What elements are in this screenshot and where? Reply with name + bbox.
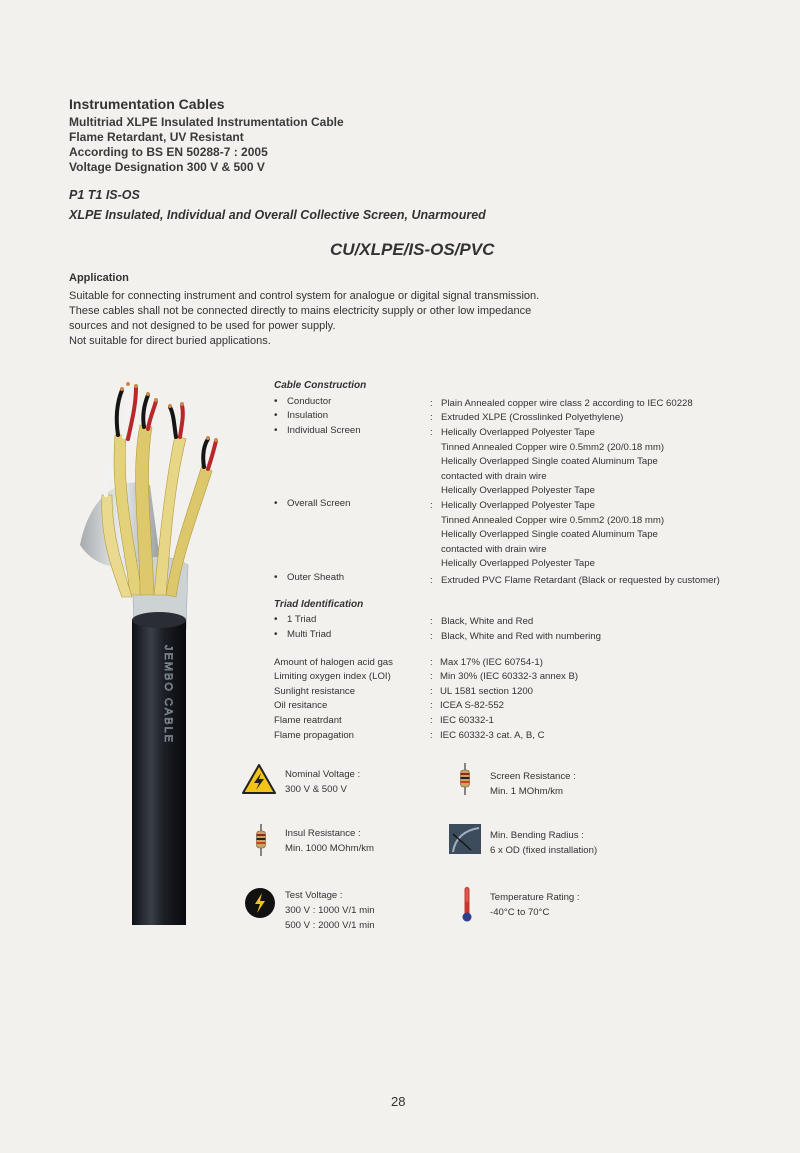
temperature-label: Temperature Rating : bbox=[490, 892, 580, 903]
insulation-value: Extruded XLPE (Crosslinked Polyethylene) bbox=[441, 412, 624, 423]
conductor-label: • Conductor bbox=[274, 396, 331, 407]
bending-radius-label: Min. Bending Radius : bbox=[490, 830, 584, 841]
test-voltage-label: Test Voltage : bbox=[285, 890, 343, 901]
subtitle-line-1: Multitriad XLPE Insulated Instrumentation Cable bbox=[69, 115, 344, 129]
overall-screen-value-3: Helically Overlapped Single coated Aluminum Tape bbox=[441, 529, 658, 540]
screen-resistance-label: Screen Resistance : bbox=[490, 771, 576, 782]
bending-radius-icon bbox=[449, 824, 481, 854]
multi-triad-label: • Multi Triad bbox=[274, 629, 331, 640]
page-number: 28 bbox=[391, 1094, 406, 1109]
multi-triad-value: Black, White and Red with numbering bbox=[441, 631, 601, 642]
overall-screen-value-1: Helically Overlapped Polyester Tape bbox=[441, 500, 595, 511]
colon: : bbox=[430, 671, 433, 682]
thermometer-icon bbox=[461, 886, 473, 922]
triad-heading: Triad Identification bbox=[274, 599, 364, 610]
property-label: Flame propagation bbox=[274, 730, 354, 741]
property-value: Max 17% (IEC 60754-1) bbox=[440, 657, 543, 668]
single-triad-value: Black, White and Red bbox=[441, 616, 534, 627]
test-voltage-icon bbox=[244, 887, 276, 919]
property-value: Min 30% (IEC 60332-3 annex B) bbox=[440, 671, 579, 682]
test-voltage-value-1: 300 V : 1000 V/1 min bbox=[285, 905, 375, 916]
overall-screen-value-5: Helically Overlapped Polyester Tape bbox=[441, 558, 595, 569]
cable-print-text: JEMBO CABLE bbox=[162, 645, 174, 745]
colon: : bbox=[430, 631, 433, 642]
colon: : bbox=[430, 427, 433, 438]
subtitle-line-2: Flame Retardant, UV Resistant bbox=[69, 130, 244, 144]
individual-screen-value-1: Helically Overlapped Polyester Tape bbox=[441, 427, 595, 438]
property-label: Amount of halogen acid gas bbox=[274, 657, 393, 668]
single-triad-label: • 1 Triad bbox=[274, 614, 316, 625]
property-value: ICEA S-82-552 bbox=[440, 700, 504, 711]
application-line-4: Not suitable for direct buried applications. bbox=[69, 335, 271, 347]
conductor-value: Plain Annealed copper wire class 2 according to IEC 60228 bbox=[441, 398, 693, 409]
property-label: Flame reatrdant bbox=[274, 715, 342, 726]
individual-screen-label: • Individual Screen bbox=[274, 425, 361, 436]
test-voltage-value-2: 500 V : 2000 V/1 min bbox=[285, 920, 375, 931]
colon: : bbox=[430, 657, 433, 668]
construction-heading: Cable Construction bbox=[274, 380, 367, 391]
subtitle-line-3: According to BS EN 50288-7 : 2005 bbox=[69, 145, 268, 159]
bending-radius-value: 6 x OD (fixed installation) bbox=[490, 845, 598, 856]
application-heading: Application bbox=[69, 272, 129, 284]
subtitle-line-4: Voltage Designation 300 V & 500 V bbox=[69, 160, 265, 174]
colon: : bbox=[430, 686, 433, 697]
insul-resistance-label: Insul Resistance : bbox=[285, 828, 361, 839]
overall-screen-label: • Overall Screen bbox=[274, 498, 350, 509]
temperature-value: -40°C to 70°C bbox=[490, 907, 550, 918]
property-label: Sunlight resistance bbox=[274, 686, 356, 697]
high-voltage-warning-icon bbox=[241, 763, 277, 795]
application-line-1: Suitable for connecting instrument and control system for analogue or digital signal transmission. bbox=[69, 290, 540, 302]
property-label: Limiting oxygen index (LOI) bbox=[274, 671, 391, 682]
colon: : bbox=[430, 398, 433, 409]
individual-screen-value-2: Tinned Annealed Copper wire 0.5mm2 (20/0.18 mm) bbox=[441, 442, 665, 453]
colon: : bbox=[430, 730, 433, 741]
resistor-icon bbox=[459, 763, 471, 795]
property-value: UL 1581 section 1200 bbox=[440, 686, 533, 697]
overall-screen-value-2: Tinned Annealed Copper wire 0.5mm2 (20/0.18 mm) bbox=[441, 515, 665, 526]
type-code: P1 T1 IS-OS bbox=[69, 188, 140, 202]
outer-sheath-label: • Outer Sheath bbox=[274, 572, 344, 583]
colon: : bbox=[430, 616, 433, 627]
individual-screen-value-4: contacted with drain wire bbox=[441, 471, 547, 482]
property-value: IEC 60332-1 bbox=[440, 715, 494, 726]
screen-resistance-value: Min. 1 MOhm/km bbox=[490, 786, 564, 797]
overall-screen-value-4: contacted with drain wire bbox=[441, 544, 547, 555]
resistor-icon bbox=[255, 824, 267, 856]
insul-resistance-value: Min. 1000 MOhm/km bbox=[285, 843, 375, 854]
insulation-label: • Insulation bbox=[274, 410, 328, 421]
colon: : bbox=[430, 412, 433, 423]
colon: : bbox=[430, 500, 433, 511]
individual-screen-value-3: Helically Overlapped Single coated Aluminum Tape bbox=[441, 456, 658, 467]
colon: : bbox=[430, 715, 433, 726]
cable-illustration bbox=[70, 375, 230, 935]
application-line-2: These cables shall not be connected directly to mains electricity supply or other low impedance bbox=[69, 305, 532, 317]
page-title: Instrumentation Cables bbox=[69, 96, 225, 112]
property-label: Oil resitance bbox=[274, 700, 328, 711]
outer-sheath-value: Extruded PVC Flame Retardant (Black or requested by customer) bbox=[441, 575, 720, 586]
application-line-3: sources and not designed to be used for power supply. bbox=[69, 320, 336, 332]
colon: : bbox=[430, 575, 433, 586]
individual-screen-value-5: Helically Overlapped Polyester Tape bbox=[441, 485, 595, 496]
nominal-voltage-label: Nominal Voltage : bbox=[285, 769, 361, 780]
nominal-voltage-value: 300 V & 500 V bbox=[285, 784, 347, 795]
type-description: XLPE Insulated, Individual and Overall Collective Screen, Unarmoured bbox=[69, 208, 486, 222]
cable-designation: CU/XLPE/IS-OS/PVC bbox=[330, 240, 495, 259]
colon: : bbox=[430, 700, 433, 711]
property-value: IEC 60332-3 cat. A, B, C bbox=[440, 730, 545, 741]
